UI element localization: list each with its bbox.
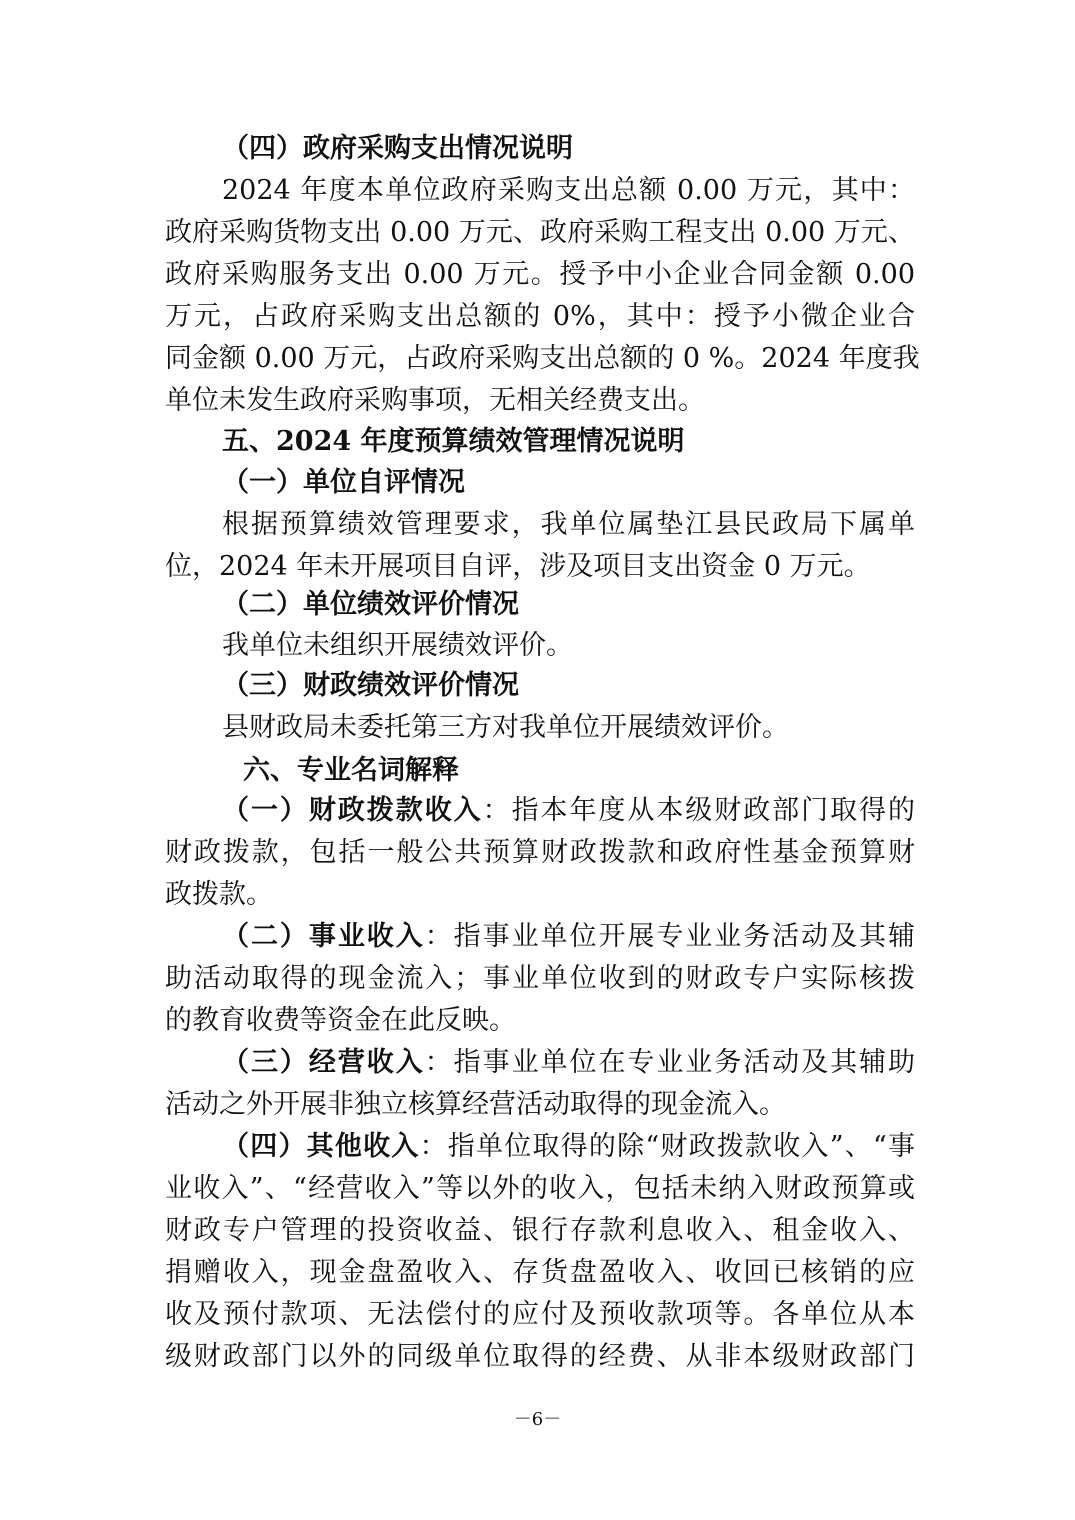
paragraph-line: 级财政部门以外的同级单位取得的经费、从非本级财政部门 <box>165 1341 915 1372</box>
paragraph-line: 单位未发生政府采购事项，无相关经费支出。 <box>165 385 705 416</box>
page-number: －6－ <box>513 1409 562 1430</box>
paragraph-line: 活动之外开展非独立核算经营活动取得的现金流入。 <box>165 1089 786 1120</box>
paragraph-line: 位，2024 年未开展项目自评，涉及项目支出资金 0 万元。 <box>165 551 871 582</box>
paragraph-line: 财政专户管理的投资收益、银行存款利息收入、租金收入、 <box>165 1215 915 1246</box>
term-text: ：指本年度从本级财政部门取得的 <box>482 795 916 826</box>
paragraph-line: 县财政局未委托第三方对我单位开展绩效评价。 <box>222 712 789 743</box>
term-label: （一）财政拨款收入 <box>222 795 483 826</box>
term-definition-line <box>222 1126 915 1168</box>
term-text: ：指事业单位在专业业务活动及其辅助 <box>424 1047 916 1078</box>
paragraph-line: 业收入”、“经营收入”等以外的收入，包括未纳入财政预算或 <box>165 1173 915 1204</box>
term-definition-line <box>222 1042 915 1084</box>
paragraph-line: 2024 年度本单位政府采购支出总额 0.00 万元，其中： <box>222 175 915 206</box>
paragraph-line: 我单位未组织开展绩效评价。 <box>222 630 573 661</box>
paragraph-line: 助活动取得的现金流入；事业单位收到的财政专户实际核拨 <box>165 963 915 994</box>
term-definition-line <box>222 790 915 832</box>
paragraph-line: 财政拨款，包括一般公共预算财政拨款和政府性基金预算财 <box>165 837 915 868</box>
paragraph-line: 根据预算绩效管理要求，我单位属垫江县民政局下属单 <box>222 509 915 540</box>
subsection-heading: （三）财政绩效评价情况 <box>222 670 519 701</box>
term-label: （四）其他收入 <box>222 1131 420 1162</box>
term-text: ：指单位取得的除“财政拨款收入”、“事 <box>419 1131 915 1162</box>
paragraph-line: 万元，占政府采购支出总额的 0%，其中：授予小微企业合 <box>165 301 915 332</box>
paragraph-line: 政拨款。 <box>165 879 273 910</box>
term-text: ：指事业单位开展专业业务活动及其辅 <box>424 921 916 952</box>
paragraph-line: 政府采购服务支出 0.00 万元。授予中小企业合同金额 0.00 <box>165 259 915 290</box>
paragraph-line: 同金额 0.00 万元，占政府采购支出总额的 0 %。2024 年度我 <box>165 343 920 374</box>
paragraph-line: 收及预付款项、无法偿付的应付及预收款项等。各单位从本 <box>165 1299 915 1330</box>
term-label: （二）事业收入 <box>222 921 425 952</box>
section-heading: 六、专业名词解释 <box>243 755 459 786</box>
paragraph-line: 政府采购货物支出 0.00 万元、政府采购工程支出 0.00 万元、 <box>165 217 915 248</box>
term-label: （三）经营收入 <box>222 1047 425 1078</box>
subsection-heading: （一）单位自评情况 <box>222 467 465 498</box>
term-definition-line <box>222 916 915 958</box>
paragraph-line: 的教育收费等资金在此反映。 <box>165 1005 516 1036</box>
section-heading: （四）政府采购支出情况说明 <box>222 133 573 164</box>
paragraph-line: 捐赠收入，现金盘盈收入、存货盘盈收入、收回已核销的应 <box>165 1257 915 1288</box>
subsection-heading: （二）单位绩效评价情况 <box>222 589 519 620</box>
section-heading: 五、2024 年度预算绩效管理情况说明 <box>222 426 685 457</box>
